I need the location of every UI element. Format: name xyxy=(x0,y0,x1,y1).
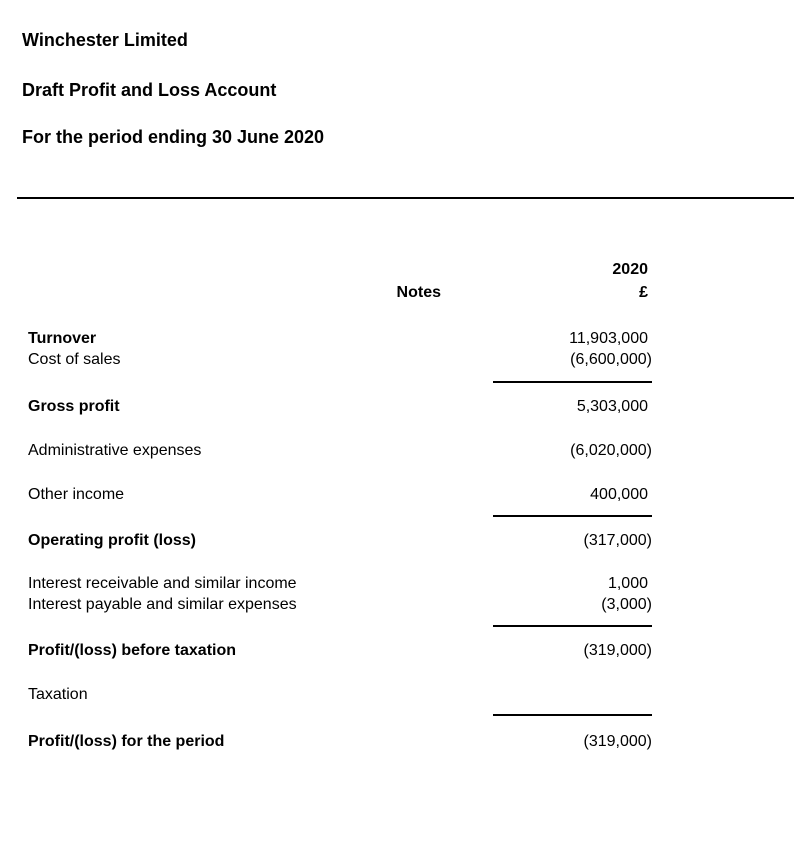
row-value: 5,303,000 xyxy=(576,398,648,415)
table-row-operating-profit xyxy=(28,530,652,551)
row-label: Interest receivable and similar income xyxy=(28,575,297,592)
table-row-turnover xyxy=(28,328,648,349)
table-row-profit-before-taxation xyxy=(28,640,652,661)
row-value: 400,000 xyxy=(590,486,648,503)
row-value: 11,903,000 xyxy=(569,330,648,347)
table-row-taxation xyxy=(28,684,648,705)
company-name: Winchester Limited xyxy=(22,30,188,50)
row-value: (319,000) xyxy=(583,642,652,659)
row-value-cell xyxy=(441,640,652,661)
row-label: Profit/(loss) for the period xyxy=(28,733,225,750)
row-value: (319,000) xyxy=(583,733,652,750)
row-label: Cost of sales xyxy=(28,351,121,368)
row-value-cell xyxy=(441,328,648,349)
row-value-cell xyxy=(441,349,652,370)
row-value: (6,600,000) xyxy=(570,351,652,368)
year-label: 2020 xyxy=(612,261,648,278)
row-value-cell xyxy=(441,684,648,705)
row-label: Administrative expenses xyxy=(28,442,202,459)
row-label: Operating profit (loss) xyxy=(28,532,196,549)
row-label: Profit/(loss) before taxation xyxy=(28,642,237,659)
subtotal-rule xyxy=(493,515,652,517)
row-value-cell xyxy=(441,484,648,505)
document-title: Draft Profit and Loss Account xyxy=(22,80,277,100)
row-value-cell xyxy=(441,396,648,417)
row-value-cell xyxy=(441,573,648,594)
table-row-interest-receivable xyxy=(28,573,648,594)
row-label: Other income xyxy=(28,486,125,503)
currency-column-header xyxy=(441,282,648,303)
row-label: Gross profit xyxy=(28,398,120,415)
year-column-header xyxy=(441,259,648,280)
row-value-cell xyxy=(441,530,652,551)
row-value: 1,000 xyxy=(607,575,648,592)
row-value-cell xyxy=(441,594,652,615)
row-value-cell xyxy=(441,731,652,752)
subtotal-rule xyxy=(493,714,652,716)
table-row-gross-profit xyxy=(28,396,648,417)
row-value: (317,000) xyxy=(583,532,652,549)
table-row-administrative-expenses xyxy=(28,440,652,461)
table-row-other-income xyxy=(28,484,648,505)
table-row-profit-for-period xyxy=(28,731,652,752)
row-value: (6,020,000) xyxy=(570,442,652,459)
row-value-cell xyxy=(441,440,652,461)
currency-label: £ xyxy=(639,284,648,301)
row-label: Interest payable and similar expenses xyxy=(28,596,297,613)
table-row-interest-payable xyxy=(28,594,652,615)
header-divider xyxy=(17,197,794,199)
period-heading: For the period ending 30 June 2020 xyxy=(22,127,325,147)
subtotal-rule xyxy=(493,625,652,627)
table-row-cost-of-sales xyxy=(28,349,652,370)
row-label: Taxation xyxy=(28,686,88,703)
row-label: Turnover xyxy=(28,330,97,347)
row-value: (3,000) xyxy=(601,596,652,613)
year-header-row xyxy=(28,259,648,280)
notes-column-header: Notes xyxy=(396,284,441,301)
subtotal-rule xyxy=(493,381,652,383)
column-header-row xyxy=(28,282,648,303)
